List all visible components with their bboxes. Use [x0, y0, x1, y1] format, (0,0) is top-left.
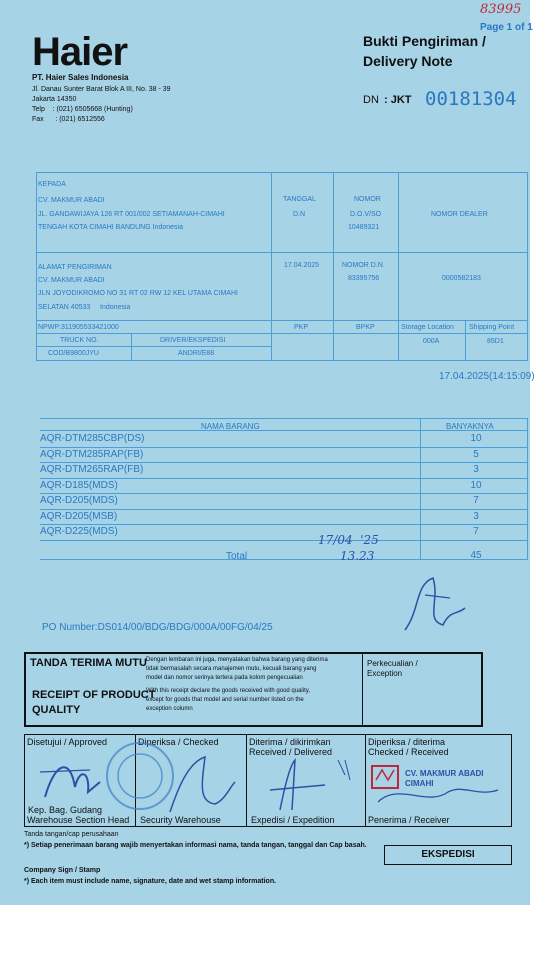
item-row-divider	[40, 493, 528, 494]
sig-divider-3	[365, 734, 366, 827]
items-border-top	[40, 418, 528, 419]
sig-approved-role: Kep. Bag. Gudang	[28, 805, 103, 815]
handwritten-signature-po	[395, 570, 475, 640]
item-qty: 10	[470, 433, 482, 444]
item-row-divider	[40, 540, 528, 541]
item-qty: 10	[470, 479, 482, 491]
nomor-dn-value: 83395756	[348, 275, 380, 282]
hdr-col-divider2	[333, 172, 334, 361]
alamat-address-2: SELATAN 40533 Indonesia	[38, 304, 131, 311]
sig-border-left	[24, 734, 25, 827]
total-label: Total	[226, 551, 248, 562]
dn-number: 00181304	[425, 88, 517, 110]
receipt-title-en1: RECEIPT OF PRODUCT	[32, 689, 156, 701]
receipt-text-en-3: exception column	[146, 706, 193, 712]
nomor-dealer-label: NOMOR DEALER	[431, 211, 488, 218]
company-fax: Fax : (021) 6512556	[32, 116, 105, 123]
hdr-row-divider	[36, 252, 527, 253]
nomor-label: NOMOR	[354, 196, 381, 203]
receipt-text-en-2: except for goods that model and serial number listed on the	[146, 697, 304, 703]
item-qty: 3	[473, 464, 479, 475]
receipt-exception-divider	[362, 652, 363, 726]
doc-title-line1: Bukti Pengiriman /	[363, 33, 486, 49]
pkp-label: PKP	[294, 324, 309, 331]
tanggal-value: 17.04.2025	[284, 262, 320, 269]
item-name: AQR-D205(MDS)	[40, 495, 118, 506]
hdr-row-divider2	[36, 320, 527, 321]
sig-checked-role: Security Warehouse	[140, 815, 221, 825]
item-row-divider	[40, 524, 528, 525]
npwp: NPWP:311905533421000	[38, 324, 119, 331]
hdr-truck-divider	[131, 333, 132, 361]
page-indicator: Page 1 of 1	[480, 22, 533, 33]
receipt-text-id-2: tidak bermasalah secara manajemen mutu, kecuali barang yang	[146, 666, 317, 672]
dealer-value: 0000582183	[442, 275, 481, 282]
exception-label-2: Exception	[367, 669, 403, 678]
hdr-col-divider3	[398, 172, 399, 361]
sig-checked-label: Diperiksa / Checked	[138, 737, 219, 747]
item-row-divider	[40, 509, 528, 510]
receipt-text-id-1: Dengan lembaran ini juga, menyatakan bahwa barang yang diterima	[146, 657, 328, 663]
kepada-address-1: JL. GANDAWIJAYA 126 RT 001/002 SETIAMANAH-CIMAHI	[38, 211, 225, 218]
storage-location-value: 000A	[423, 338, 440, 345]
hdr-border-top	[36, 172, 527, 173]
expedition-signature	[250, 755, 360, 815]
footer-sign-label: Tanda tangan/cap perusahaan	[24, 831, 119, 838]
sig-delivered-label-1: Diterima / dikirimkan	[249, 737, 331, 747]
item-qty: 7	[473, 526, 479, 537]
sig-border-bottom	[24, 826, 512, 827]
doc-title-line2: Delivery Note	[363, 53, 453, 69]
alamat-label: ALAMAT PENGIRIMAN	[38, 264, 112, 271]
item-name: AQR-D205(MSB)	[40, 510, 118, 522]
shipping-point-label: Shipping Point	[469, 324, 515, 331]
item-name: AQR-D225(MDS)	[40, 526, 118, 537]
company-address: Jl. Danau Sunter Barat Blok A III, No. 38 - 39	[32, 86, 171, 93]
sig-expedition-role: Expedisi / Expedition	[251, 815, 335, 825]
hdr-border-left	[36, 172, 37, 361]
hdr-border-bottom	[36, 360, 527, 361]
hdr-col-divider1	[271, 172, 272, 361]
sig-divider-2	[246, 734, 247, 827]
tanggal-sub: D.N	[293, 211, 306, 218]
haier-logo: Haier	[32, 30, 128, 74]
receipt-text-en-1: With this receipt declare the goods received with good quality,	[146, 688, 310, 694]
item-qty: 5	[473, 448, 479, 460]
receiver-stamp-text: CV. MAKMUR ABADI CIMAHI	[405, 769, 484, 788]
sig-received-label-2: Checked / Received	[368, 747, 449, 757]
hdr-col-divider4	[465, 320, 466, 361]
item-name: AQR-D185(MDS)	[40, 479, 118, 491]
receipt-border-bottom	[24, 725, 483, 727]
item-name: AQR-DTM285CBP(DS)	[40, 433, 145, 444]
alamat-address-1: JLN JOYODIKROMO NO 31 RT 02 RW 12 KEL UTAMA CIMAHI	[38, 290, 238, 297]
sig-border-top	[24, 734, 512, 735]
footer-note-en: *) Each item must include name, signature, date and wet stamp information.	[24, 878, 277, 885]
hdr-border-right	[527, 172, 528, 361]
footer-note-id: *) Setiap penerimaan barang wajib menyertakan informasi nama, tanda tangan, tanggal dan Cap basah.	[24, 842, 367, 849]
kepada-name: CV. MAKMUR ABADI	[38, 197, 105, 204]
nomor-dn-label: NOMOR D.N.	[342, 262, 385, 269]
handwritten-time: 13.23	[340, 549, 375, 563]
sig-receiver-role: Penerima / Receiver	[368, 815, 450, 825]
corner-handwritten-number: 83995	[480, 2, 522, 17]
tanggal-label: TANGGAL	[283, 196, 316, 203]
sig-received-label-1: Diperiksa / diterima	[368, 737, 446, 747]
item-row-divider	[40, 447, 528, 448]
item-name: AQR-DTM285RAP(FB)	[40, 448, 144, 460]
sig-approved-label: Disetujui / Approved	[27, 737, 108, 747]
footer-company-sign: Company Sign / Stamp	[24, 867, 101, 874]
sig-approved-role-en: Warehouse Section Head	[27, 815, 130, 825]
item-qty: 3	[473, 510, 479, 522]
exception-label-1: Perkecualian /	[367, 659, 418, 668]
truck-no-label: TRUCK NO.	[60, 337, 99, 344]
receipt-border-top	[24, 652, 483, 654]
bpkp-label: BPKP	[356, 324, 375, 331]
items-col-qty: BANYAKNYA	[446, 422, 494, 431]
po-number: PO Number:DS014/00/BDG/BDG/000A/00FG/04/25	[42, 622, 273, 633]
truck-no-value: COD/B9800JYU	[48, 350, 99, 357]
print-timestamp: 17.04.2025(14:15:09)	[439, 371, 535, 382]
items-col-name: NAMA BARANG	[201, 422, 260, 431]
driver-value: ANDRI/E88	[178, 350, 215, 357]
sig-delivered-label-2: Received / Delivered	[249, 747, 333, 757]
receipt-border-right	[481, 652, 483, 726]
company-phone: Telp : (021) 6505668 (Hunting)	[32, 106, 133, 113]
alamat-name: CV. MAKMUR ABADI	[38, 277, 105, 284]
receipt-border-left	[24, 652, 26, 726]
sig-border-right	[511, 734, 512, 827]
item-row-divider	[40, 462, 528, 463]
warehouse-stamps-signatures	[30, 742, 240, 818]
receipt-title-en2: QUALITY	[32, 704, 81, 716]
dn-label: DN	[363, 94, 379, 106]
item-name: AQR-DTM265RAP(FB)	[40, 464, 144, 475]
item-qty: 7	[473, 495, 479, 506]
total-value: 45	[470, 550, 482, 561]
company-city: Jakarta 14350	[32, 96, 77, 103]
ekspedisi-label: EKSPEDISI	[421, 849, 475, 860]
receipt-title-id: TANDA TERIMA MUTU	[30, 657, 147, 669]
hdr-row-divider3	[36, 333, 527, 334]
storage-location-label: Storage Location	[401, 324, 454, 331]
dn-prefix: : JKT	[384, 94, 412, 106]
nomor-sub: D.O.V/SO	[350, 211, 382, 218]
nomor-value: 10489321	[348, 224, 380, 231]
kepada-label: KEPADA	[38, 181, 66, 188]
handwritten-date: 17/04 '25	[318, 533, 379, 547]
driver-label: DRIVER/EKSPEDISI	[160, 337, 226, 344]
receipt-text-id-3: model dan nomor serinya tertera pada kolom pengecualian	[146, 675, 303, 681]
hdr-row-divider4	[36, 346, 271, 347]
shipping-point-value: 85D1	[487, 338, 504, 345]
company-name: PT. Haier Sales Indonesia	[32, 73, 129, 82]
item-row-divider	[40, 478, 528, 479]
kepada-address-2: TENGAH KOTA CIMAHI BANDUNG Indonesia	[38, 224, 183, 231]
